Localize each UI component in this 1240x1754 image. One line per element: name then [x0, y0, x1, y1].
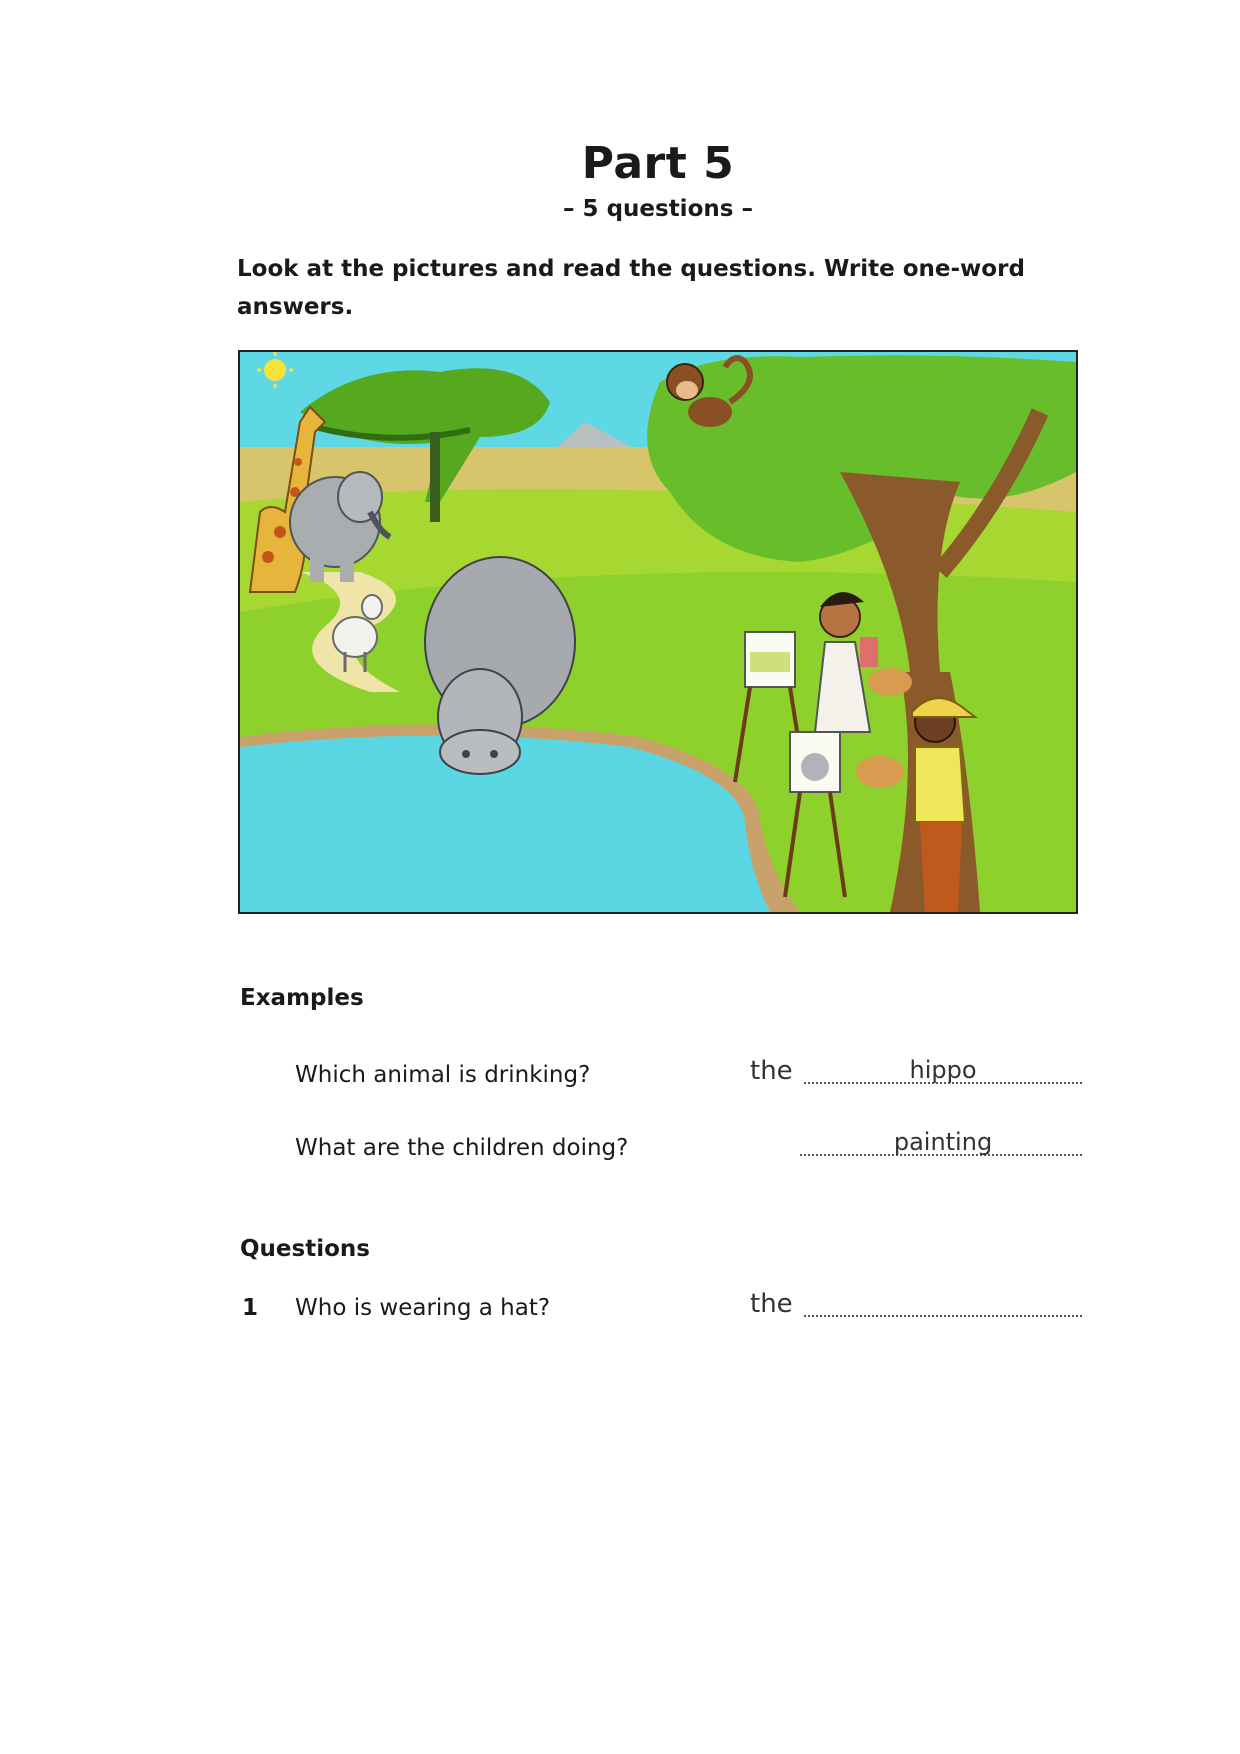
page-subtitle: – 5 questions – — [563, 196, 753, 222]
examples-heading: Examples — [240, 985, 364, 1011]
question-number: 1 — [242, 1295, 259, 1321]
answer-handwritten: painting — [893, 1128, 993, 1156]
answer-prefix: the — [750, 1289, 793, 1319]
answer-line[interactable] — [804, 1315, 1082, 1317]
answer-prefix: the — [750, 1056, 793, 1086]
page-title: Part 5 — [581, 138, 735, 189]
question-1: Who is wearing a hat? — [295, 1295, 551, 1321]
example-question-1: Which animal is drinking? — [295, 1062, 591, 1088]
questions-heading: Questions — [240, 1236, 370, 1262]
scene-picture — [238, 350, 1078, 914]
answer-field-1[interactable] — [750, 1283, 1082, 1323]
example-answer-2 — [750, 1122, 1082, 1162]
answer-handwritten: hippo — [909, 1056, 977, 1084]
instructions: Look at the pictures and read the questions. Write one-word answers. — [237, 256, 1025, 320]
example-answer-1 — [750, 1050, 1082, 1090]
example-question-2: What are the children doing? — [295, 1135, 629, 1161]
